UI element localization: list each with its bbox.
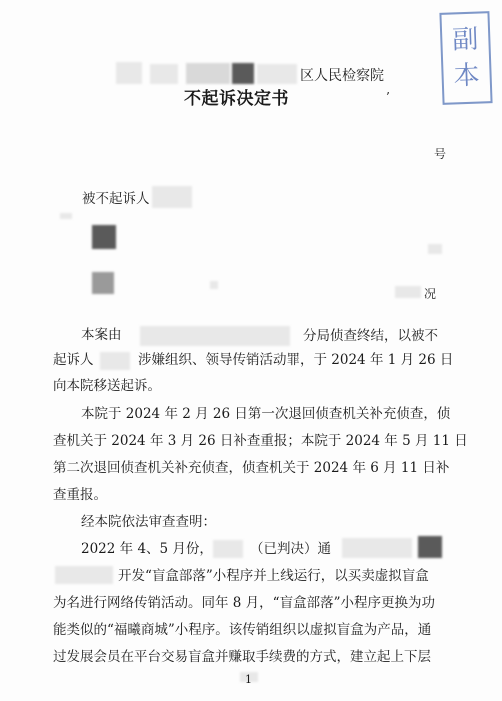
paragraph-1-line-3: 向本院移送起诉。	[53, 378, 161, 394]
redaction-block	[342, 538, 412, 558]
paragraph-4-line-4: 能类似的“福曦商城”小程序。该传销组织以虚拟盲盒为产品，通	[53, 622, 432, 638]
title-mark: ’	[386, 90, 390, 104]
paragraph-4-line-1-mid: （已判决）通	[250, 541, 331, 557]
redaction-block	[55, 566, 113, 584]
defendant-label: 被不起诉人	[82, 191, 150, 207]
paragraph-1-line-1-suffix: 分局侦查终结，以被不	[303, 328, 438, 344]
paragraph-2-line-4: 查重报。	[53, 487, 107, 503]
redaction-block	[92, 272, 114, 294]
document-number: 号	[434, 147, 447, 161]
redaction-block	[395, 286, 421, 298]
paragraph-3-line-1: 经本院依法审查查明：	[81, 514, 216, 530]
redaction-block	[257, 64, 297, 84]
partial-fragment: 况	[424, 287, 437, 301]
redaction-block	[140, 326, 290, 346]
paragraph-4-line-2: 开发“盲盒部落”小程序并上线运行，以买卖虚拟盲盒	[118, 568, 429, 584]
redaction-block	[116, 62, 142, 84]
redaction-block	[210, 281, 218, 289]
redaction-block	[213, 540, 243, 558]
redaction-block	[428, 244, 442, 254]
document-title: 不起诉决定书	[184, 89, 289, 109]
redaction-block	[150, 64, 178, 84]
page-number: 1	[245, 673, 252, 686]
redaction-block	[60, 213, 72, 219]
procuratorate-name: 区人民检察院	[300, 68, 384, 84]
stamp-char-1: 副	[451, 24, 479, 56]
stamp-char-2: 本	[453, 60, 481, 92]
paragraph-1-line-2-prefix: 起诉人	[53, 352, 94, 368]
redaction-block	[100, 352, 130, 370]
paragraph-2-line-3: 第二次退回侦查机关补充侦查，侦查机关于 2024 年 6 月 11 日补	[53, 460, 450, 476]
redaction-block	[92, 225, 116, 249]
paragraph-1-line-1: 本案由	[81, 327, 122, 343]
redaction-block	[232, 63, 254, 84]
paragraph-2-line-2: 查机关于 2024 年 3 月 26 日补查重报；本院于 2024 年 5 月 11 日	[53, 433, 468, 449]
redaction-block	[186, 63, 230, 84]
paragraph-2-line-1: 本院于 2024 年 2 月 26 日第一次退回侦查机关补充侦查，侦	[81, 406, 451, 422]
copy-stamp	[439, 11, 492, 105]
redaction-block	[418, 536, 442, 558]
paragraph-1-line-2-suffix: 涉嫌组织、领导传销活动罪，于 2024 年 1 月 26 日	[138, 352, 454, 368]
redaction-block	[152, 186, 192, 208]
paragraph-4-line-1-prefix: 2022 年 4、5 月份，	[81, 541, 213, 557]
paragraph-4-line-3: 为名进行网络传销活动。同年 8 月，“盲盒部落”小程序更换为功	[53, 595, 435, 611]
paragraph-4-line-5: 过发展会员在平台交易盲盒并赚取手续费的方式，建立起上下层	[53, 649, 431, 665]
